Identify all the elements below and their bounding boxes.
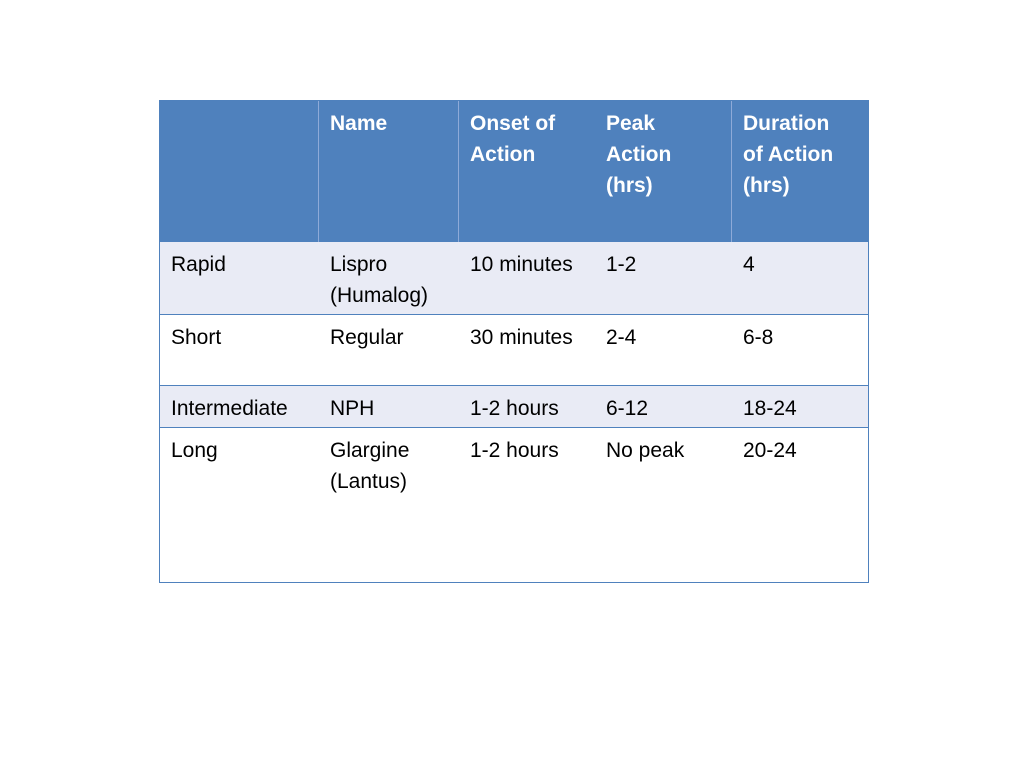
cell-onset: 1-2 hours — [470, 397, 559, 420]
header-cell-onset — [470, 108, 590, 170]
cell-peak: 2-4 — [606, 326, 637, 349]
header-peak-line: Peak — [606, 112, 656, 135]
cell-type: Short — [171, 326, 222, 349]
header-peak-line: Action — [606, 143, 672, 166]
cell-duration: 4 — [743, 253, 755, 276]
cell-type: Intermediate — [171, 397, 288, 420]
header-peak-line: (hrs) — [606, 174, 653, 197]
header-duration-line: Duration — [743, 112, 830, 135]
cell-type: Long — [171, 439, 218, 462]
cell-duration: 20-24 — [743, 439, 797, 462]
header-name-line: Name — [330, 112, 388, 135]
cell-duration: 6-8 — [743, 326, 774, 349]
cell-name: Lispro (Humalog) — [330, 253, 429, 307]
cell-onset: 30 minutes — [470, 326, 573, 349]
header-onset-line: Onset of — [470, 112, 556, 135]
header-divider — [731, 101, 732, 242]
header-cell-duration — [743, 108, 861, 201]
cell-peak: 1-2 — [606, 253, 637, 276]
table-row-long — [160, 427, 868, 582]
cell-onset: 1-2 hours — [470, 439, 559, 462]
header-duration-line: of Action — [743, 143, 834, 166]
header-onset-line: Action — [470, 143, 536, 166]
header-cell-peak — [606, 108, 726, 201]
table-row-rapid — [160, 242, 868, 314]
table-row-intermediate — [160, 385, 868, 427]
cell-name: Regular — [330, 326, 404, 349]
cell-peak: 6-12 — [606, 397, 649, 420]
cell-onset: 10 minutes — [470, 253, 573, 276]
header-cell-name — [330, 108, 460, 139]
cell-name: Glargine (Lantus) — [330, 439, 410, 493]
cell-duration: 18-24 — [743, 397, 797, 420]
header-divider — [318, 101, 319, 242]
table-header-row — [160, 101, 868, 242]
cell-peak: No peak — [606, 439, 685, 462]
insulin-table — [159, 100, 869, 583]
header-duration-line: (hrs) — [743, 174, 790, 197]
cell-name: NPH — [330, 397, 375, 420]
cell-type: Rapid — [171, 253, 226, 276]
table-row-short — [160, 314, 868, 385]
